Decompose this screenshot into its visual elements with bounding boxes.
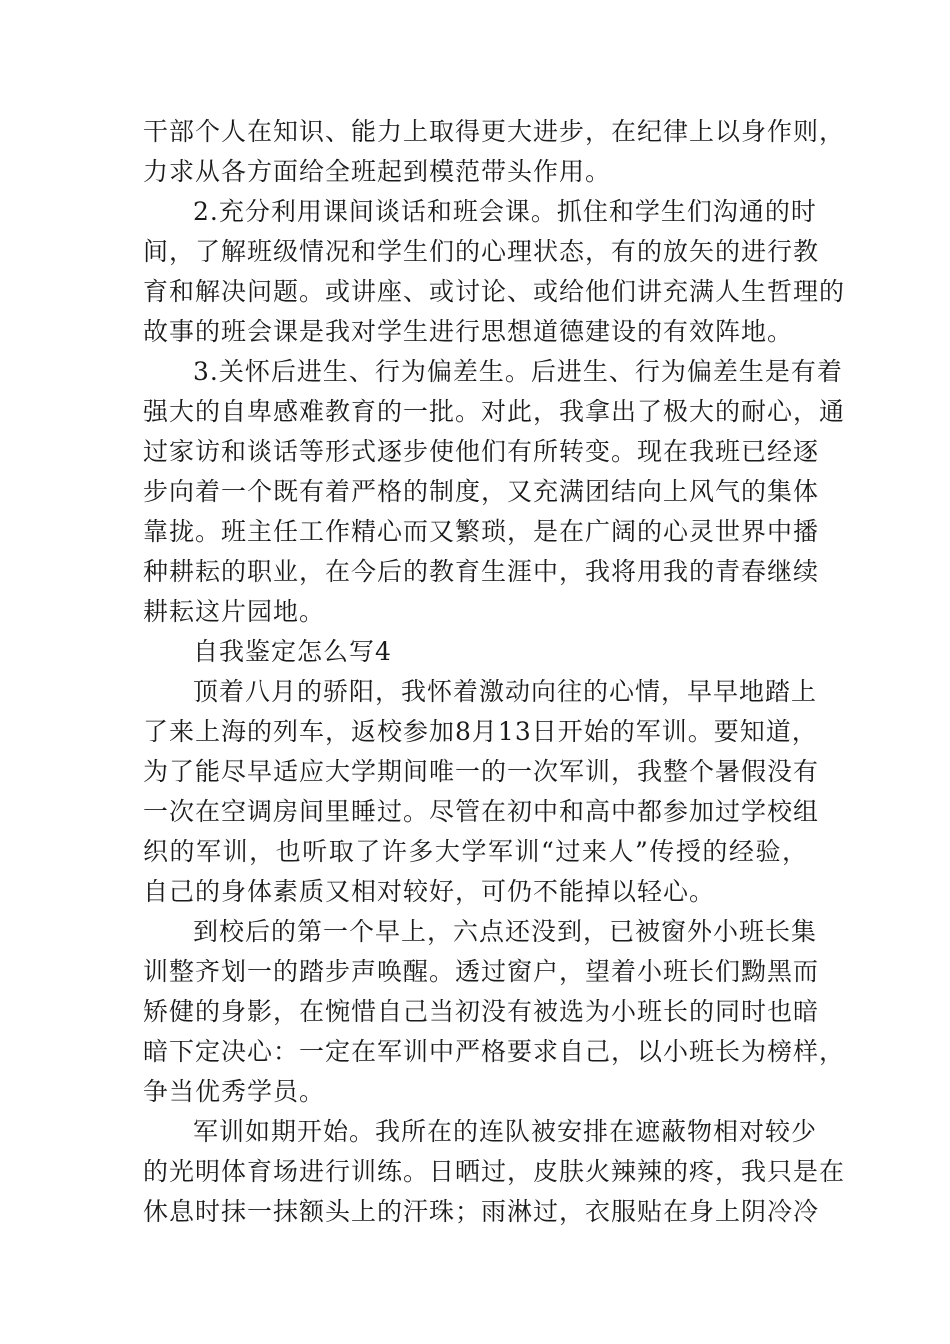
text-line: 力求从各方面给全班起到模范带头作用。	[143, 157, 612, 186]
text-line: 间，了解班级情况和学生们的心理状态，有的放矢的进行教	[143, 237, 820, 266]
document-body	[143, 112, 846, 1232]
text-line: 的光明体育场进行训练。日晒过，皮肤火辣辣的疼，我只是在	[143, 1157, 846, 1186]
text-line: 3.关怀后进生、行为偏差生。后进生、行为偏差生是有着	[193, 357, 843, 386]
text-line: 故事的班会课是我对学生进行思想道德建设的有效阵地。	[143, 317, 794, 346]
section-heading: 自我鉴定怎么写4	[193, 637, 392, 666]
text-line: 到校后的第一个早上，六点还没到，已被窗外小班长集	[193, 917, 818, 946]
text-line: 种耕耘的职业，在今后的教育生涯中，我将用我的青春继续	[143, 557, 820, 586]
text-line: 织的军训，也听取了许多大学军训“过来人”传授的经验，	[143, 837, 808, 866]
text-line: 争当优秀学员。	[143, 1077, 326, 1106]
text-line: 耕耘这片园地。	[143, 597, 326, 626]
text-line: 干部个人在知识、能力上取得更大进步，在纪律上以身作则，	[143, 117, 846, 146]
text-line: 矫健的身影，在惋惜自己当初没有被选为小班长的同时也暗	[143, 997, 820, 1026]
text-line: 强大的自卑感难教育的一批。对此，我拿出了极大的耐心，通	[143, 397, 846, 426]
text-line: 自己的身体素质又相对较好，可仍不能掉以轻心。	[143, 877, 716, 906]
text-line: 育和解决问题。或讲座、或讨论、或给他们讲充满人生哲理的	[143, 277, 846, 306]
text-line: 一次在空调房间里睡过。尽管在初中和高中都参加过学校组	[143, 797, 820, 826]
text-line: 步向着一个既有着严格的制度，又充满团结向上风气的集体	[143, 477, 820, 506]
text-line: 休息时抹一抹额头上的汗珠；雨淋过，衣服贴在身上阴冷冷	[143, 1197, 820, 1226]
text-line: 靠拢。班主任工作精心而又繁琐，是在广阔的心灵世界中播	[143, 517, 820, 546]
text-line: 顶着八月的骄阳，我怀着激动向往的心情，早早地踏上	[193, 677, 818, 706]
text-line: 2.充分利用课间谈话和班会课。抓住和学生们沟通的时	[193, 197, 817, 226]
text-line: 训整齐划一的踏步声唤醒。透过窗户，望着小班长们黝黑而	[143, 957, 820, 986]
text-line: 军训如期开始。我所在的连队被安排在遮蔽物相对较少	[193, 1117, 818, 1146]
text-line: 为了能尽早适应大学期间唯一的一次军训，我整个暑假没有	[143, 757, 820, 786]
text-line: 过家访和谈话等形式逐步使他们有所转变。现在我班已经逐	[143, 437, 820, 466]
text-line: 暗下定决心：一定在军训中严格要求自己，以小班长为榜样，	[143, 1037, 846, 1066]
text-line: 了来上海的列车，返校参加8月13日开始的军训。要知道，	[143, 717, 818, 746]
